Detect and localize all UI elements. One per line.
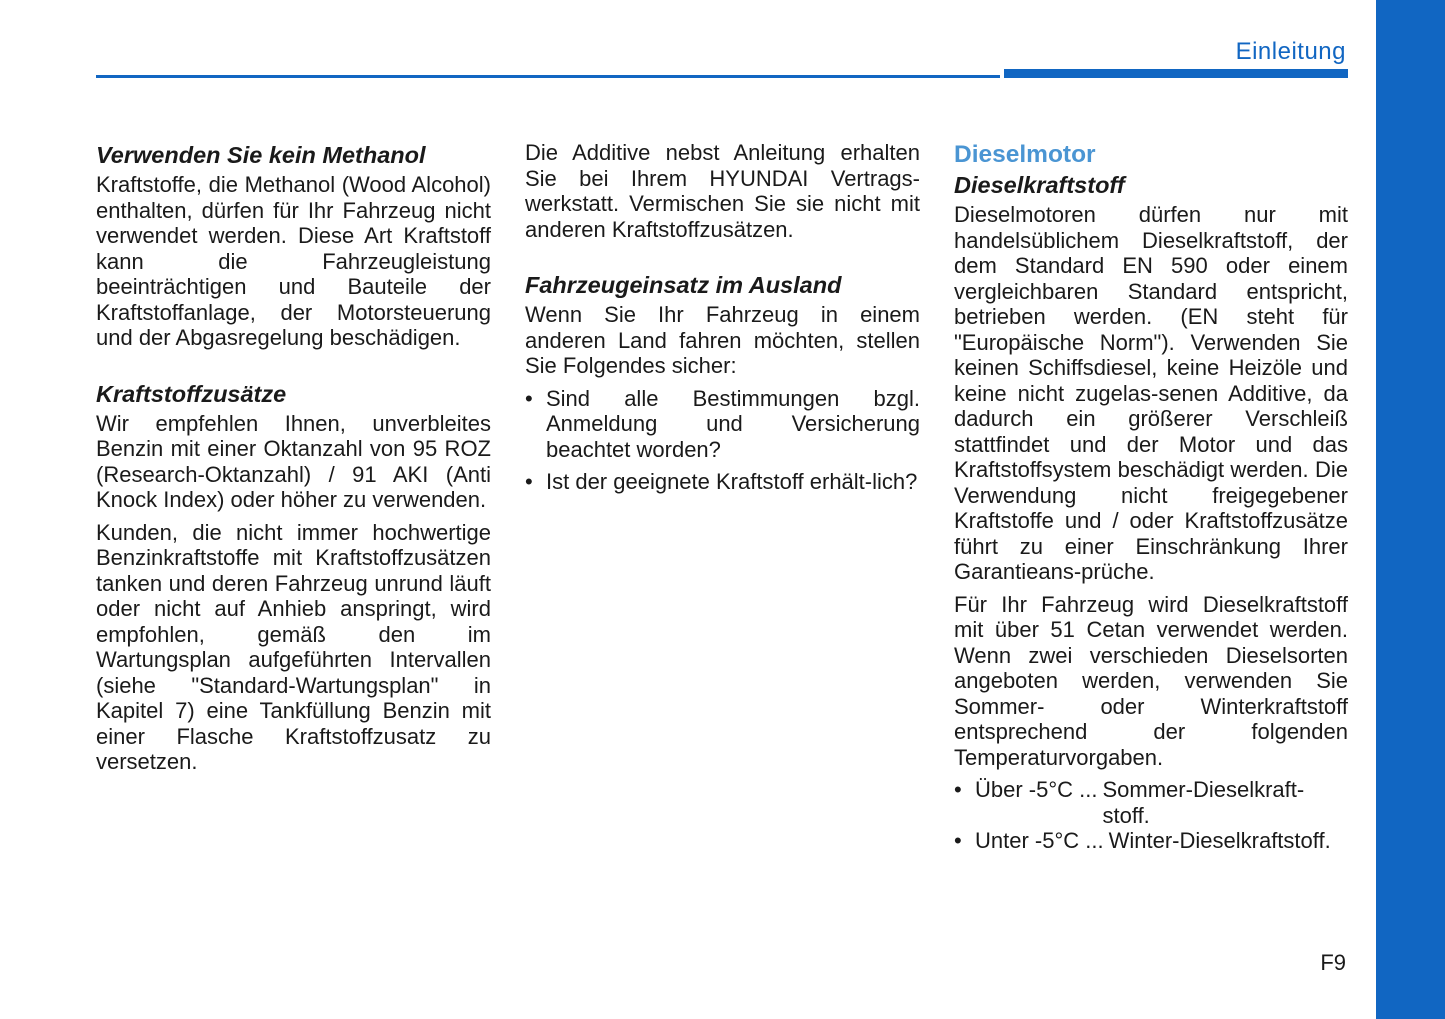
paragraph-cetane: Für Ihr Fahrzeug wird Dieselkraftstoff mit über 51 Cetan verwendet werden. Wenn zwei verschieden Dieselsorten angeboten werden, verwenden Sie Sommer- oder Winterkraftstoff entsprechend der folgenden Temperaturvorgaben. — [954, 591, 1348, 770]
column-right — [954, 140, 1348, 854]
page-number: F9 — [1320, 950, 1346, 975]
column-middle — [525, 140, 920, 502]
list-item: • Über -5°C ... Sommer-Dieselkraft-stoff. — [954, 777, 1348, 828]
abroad-checklist — [525, 386, 920, 495]
paragraph-diesel-standard: Dieselmotoren dürfen nur mit handelsüblichem Dieselkraftstoff, der dem Standard EN 590 oder einem vergleichbaren Standard entspricht, betrieben werden. (EN steht für "Europäische Norm"). Verwenden Sie keinen Schiffsdiesel, keine Heizöle und keine nicht zugelas-senen Additive, da dadurch ein größerer Verschleiß stattfindet und der Motor und das Kraftstoffsystem beschädigt werden. Die Verwendung nicht freigegebener Kraftstoffe und / oder Kraftstoffzusätze führt zu einer Einschränkung Ihrer Garantieans-prüche. — [954, 202, 1348, 584]
side-color-bar — [1376, 0, 1445, 1019]
paragraph-octane: Wir empfehlen Ihnen, unverbleites Benzin mit einer Oktanzahl von 95 ROZ (Research-Oktanzahl) / 91 AKI (Anti Knock Index) oder höher zu verwenden. — [96, 410, 491, 512]
section-title: Einleitung — [1235, 38, 1346, 65]
temp-label: Unter -5°C ... — [975, 828, 1104, 853]
header-rule-thin — [96, 75, 1000, 78]
temp-value: Sommer-Dieselkraft-stoff. — [1102, 777, 1305, 828]
paragraph-additive-recommendation: Kunden, die nicht immer hochwertige Benzinkraftstoffe mit Kraftstoffzusätzen tanken und deren Fahrzeug unrund läuft oder nicht auf Anhieb anspringt, wird empfohlen, gemäß den im Wartungsplan aufgeführten Intervallen (siehe "Standard-Wartungsplan" in Kapitel 7) eine Tankfüllung Benzin mit einer Flasche Kraftstoffzusatz zu versetzen. — [96, 519, 491, 774]
heading-fuel-additives: Kraftstoffzusätze — [96, 380, 287, 407]
paragraph-additive-source: Die Additive nebst Anleitung erhalten Sie bei Ihrem HYUNDAI Vertrags-werkstatt. Vermischen Sie sie nicht mit anderen Kraftstoffzusätzen. — [525, 140, 920, 242]
temperature-list — [954, 777, 1348, 854]
column-left — [96, 140, 491, 782]
header-rule-thick — [1004, 69, 1348, 78]
temp-label: Über -5°C ... — [975, 777, 1098, 802]
list-item: • Sind alle Bestimmungen bzgl. Anmeldung und Versicherung beachtet worden? — [525, 385, 920, 462]
paragraph-methanol: Kraftstoffe, die Methanol (Wood Alcohol) enthalten, dürfen für Ihr Fahrzeug nicht verwendet werden. Diese Art Kraftstoff kann die Fahrzeugleistung beeinträchtigen und Bauteile der Kraftstoffanlage, der Motorsteuerung und der Abgasregelung beschädigen. — [96, 172, 491, 350]
list-item: • Unter -5°C ... Winter-Dieselkraftstoff. — [954, 828, 1348, 854]
temp-value: Winter-Dieselkraftstoff. — [1108, 828, 1331, 853]
heading-no-methanol: Verwenden Sie kein Methanol — [96, 142, 426, 168]
heading-diesel-fuel: Dieselkraftstoff — [954, 172, 1125, 198]
paragraph-abroad-intro: Wenn Sie Ihr Fahrzeug in einem anderen Land fahren möchten, stellen Sie Folgendes sicher: — [525, 302, 920, 378]
heading-diesel-engine: Dieselmotor — [954, 141, 1096, 168]
list-item: • Ist der geeignete Kraftstoff erhält-lich? — [525, 469, 918, 494]
heading-abroad: Fahrzeugeinsatz im Ausland — [525, 272, 842, 298]
